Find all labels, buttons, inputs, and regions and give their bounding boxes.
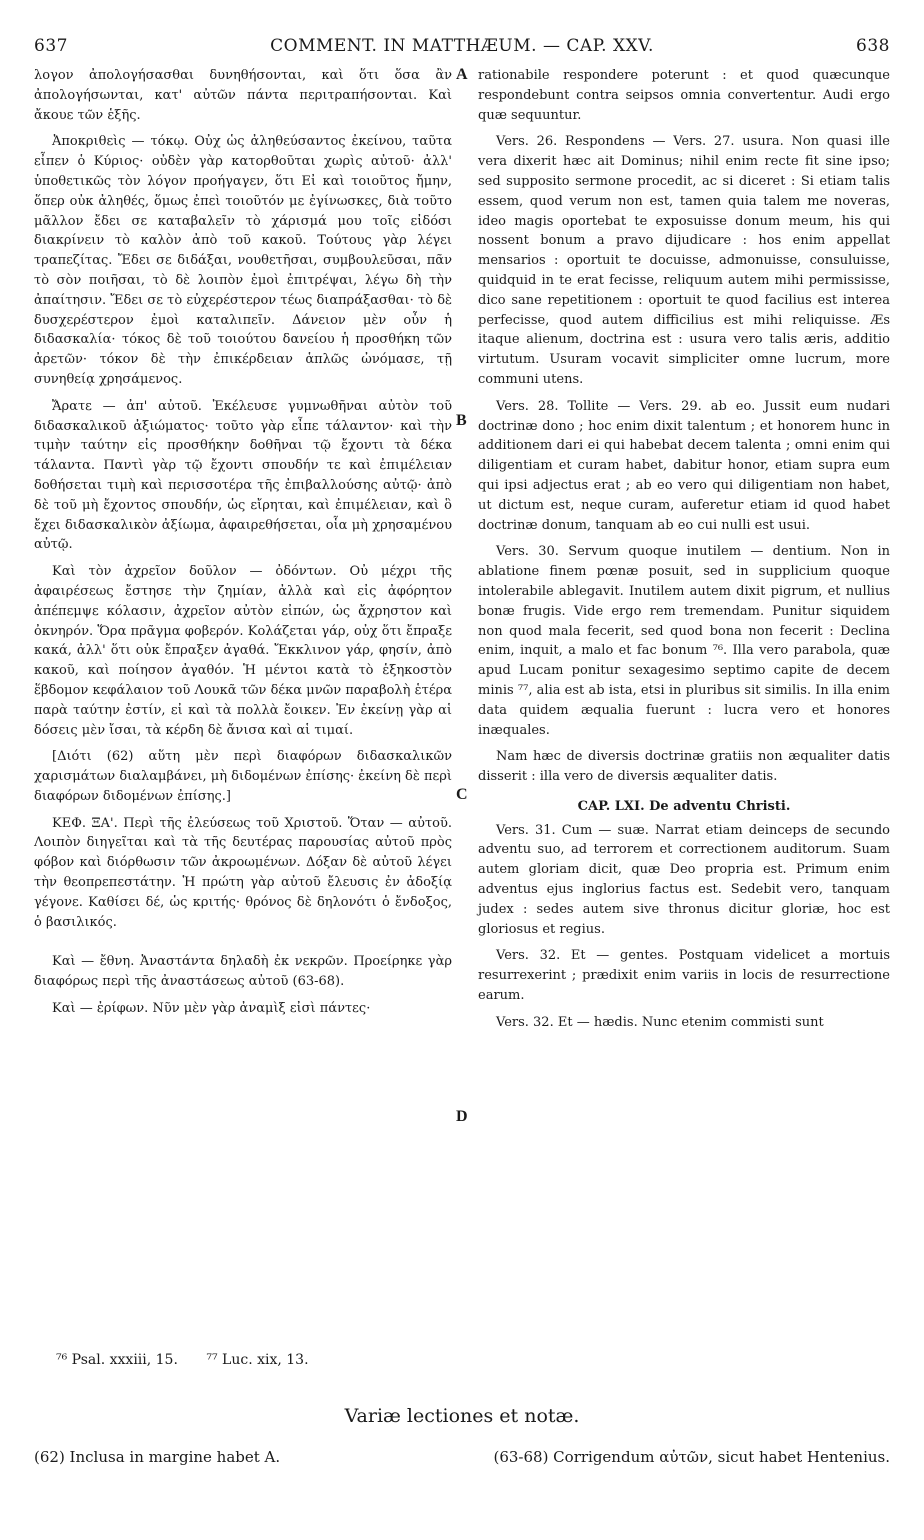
greek-paragraph: Καὶ τὸν ἀχρεῖον δοῦλον — ὀδόντων. Οὐ μέχρι τῆς ἀφαιρέσεως ἔστησε τὴν ζημίαν, ἀλλὰ καὶ εἰς ἀφόρητον ἀπέπεμψε κόλασιν, ἀχρεῖον αὐτὸν εἰπών, ὡς ἄχρηστον καὶ ὀκνηρόν. Ὅρα πρᾶγμα φοβερόν. Κολάζεται γάρ, οὐχ ὅτι ἔπραξε κακά, ἀλλ' ὅτι οὐκ ἔπραξεν ἀγαθά. Ἔκκλινον γάρ, φησίν, ἀπὸ κακοῦ, καὶ ποίησον ἀγαθόν. Ἡ μέντοι κατὰ τὸ ἑξηκοστὸν ἕβδομον κεφάλαιον τοῦ Λουκᾶ τῶν δέκα μνῶν παραβολὴ ἑτέρα παρὰ ταύτην ἐστίν, εἰ καὶ τὰ πολλὰ ἔοικεν. Ἐν ἐκείνῃ γὰρ αἱ δόσεις μὲν ἴσαι, τὰ κέρδη δὲ ἄνισα καὶ αἱ τιμαί.	[34, 564, 452, 738]
latin-paragraph: Vers. 30. Servum quoque inutilem — dentium. Non in ablatione finem pœnæ posuit, sed in supplicium quoque intolerabile ablegavit. Inutilem autem dixit pigrum, et nullius bonæ frugis. Vide ergo rem tremendam. Punitur siquidem non quod mala fecerit, sed quod bona non fecerit : Declina enim, inquit, a malo et fac bonum ⁷⁶. Illa vero parabola, quæ apud Lucam ponitur sexagesimo septimo capite de decem minis ⁷⁷, alia est ab ista, etsi in pluribus sit similis. In illa enim data quidem æqualia fuerunt : lucra vero et honores inæquales.	[478, 544, 890, 738]
margin-letter: B	[456, 412, 467, 429]
latin-paragraph: Nam hæc de diversis doctrinæ gratiis non æqualiter datis disserit : illa vero de diversis æqualiter datis.	[478, 749, 890, 785]
greek-paragraph: Καὶ — ἐρίφων. Νῦν μὲν γὰρ ἀναμὶξ εἰσὶ πάντες·	[52, 1001, 371, 1017]
latin-column	[478, 66, 890, 1040]
footnote: ⁷⁶ Psal. xxxiii, 15.	[56, 1352, 178, 1368]
greek-column	[34, 66, 452, 1026]
variant-note-left: (62) Inclusa in margine habet A.	[34, 1448, 281, 1466]
latin-paragraph: Vers. 31. Cum — suæ. Narrat etiam deinceps de secundo adventu suo, ad terrorem et correctionem auditorum. Suam autem gloriam dicit, quæ Deo propria est. Primum enim adventus ejus inglorius factus est. Sedebit vero, tanquam judex : sedes autem sive thronus dicitur gloriæ, hoc est gloriosus et regius.	[478, 822, 890, 937]
latin-paragraph: Vers. 26. Respondens — Vers. 27. usura. Non quasi ille vera dixerit hæc ait Dominus; nihil enim recte fit sine ipso; sed supposito sermone procedit, ac si diceret : Si etiam talis essem, quod verum non est, tamen quia talem me noveras, ideo magis oportebat te exposuisse donum meum, his qui nossent bonum a pravo dijudicare : hos enim appellat mensarios : oportuit te docuisse, admonuisse, consuluisse, quidquid in te erat fecisse, reliquum autem mihi permississe, dico sane repetitionem : oportuit te quod facilius est interea perfecisse, quod autem difficilius est mihi reliquisse. Æs itaque alienum, doctrina est : usura vero talis æris, additio virtutum. Usuram vocavit simpliciter omne lucrum, more communi utens.	[478, 134, 890, 387]
page-header	[34, 36, 890, 60]
margin-letter: A	[456, 66, 468, 83]
footnote: ⁷⁷ Luc. xix, 13.	[206, 1352, 309, 1368]
latin-paragraph: Vers. 32. Et — hædis. Nunc etenim commisti sunt	[496, 1014, 824, 1030]
running-title: COMMENT. IN MATTHÆUM. — CAP. XXV.	[270, 36, 654, 56]
latin-paragraph: Vers. 28. Tollite — Vers. 29. ab eo. Jussit eum nudari doctrinæ dono ; hoc enim dixit talentum ; et honorem hunc in additionem dari ei qui habebat decem talenta ; omni enim qui diligentiam et curam habet, dabitur honor, etiam supra eum qui ipsi adjectus erat ; ab eo vero qui diligentiam non habet, ut dictum est, neque curam, auferetur etiam id quod habet doctrinæ donum, tanquam ab eo cui nulli est usui.	[478, 398, 890, 533]
margin-letter: C	[456, 786, 468, 803]
greek-paragraph: Ἀποκριθεὶς — τόκῳ. Οὐχ ὡς ἀληθεύσαντος ἐκείνου, ταῦτα εἶπεν ὁ Κύριος· οὐδὲν γὰρ κατορθοῦται χωρὶς αὐτοῦ· ἀλλ' ὑποθετικῶς τὸν λόγον προήγαγεν, ὅτι Εἰ καὶ τοιοῦτος ἤμην, ὅπερ οὐκ ἀληθές, ὅμως ἐπεὶ τοιοῦτόν με ἐγίνωσκες, διὰ τοῦτο μᾶλλον ἔδει σε καταβαλεῖν τὸ χάρισμά μου τοῖς εἰδόσι διακρίνειν τὸ καλὸν ἀπὸ τοῦ κακοῦ. Τούτους γὰρ λέγει τραπεζίτας. Ἔδει σε διδάξαι, νουθετῆσαι, συμβουλεῦσαι, πᾶν τὸ σὸν ποιῆσαι, τὸ δὲ λοιπὸν ἐμοὶ ἐπιτρέψαι, λέγω δὴ τὴν ἀπαίτησιν. Ἔδει σε τὸ εὐχερέστερον τέως διαπράξασθαι· τὸ δὲ δυσχερέστερον ἐμοὶ καταλιπεῖν. Δάνειον μὲν οὖν ἡ διδασκαλία· τόκος δὲ τοῦ τοιούτου δανείου ἡ προσθήκη τῶν ἀρετῶν· τόκον δὲ τὴν ἐπικέρδειαν ἁπλῶς ὠνόμασε, τῇ συνηθείᾳ χρησάμενος.	[34, 134, 452, 387]
greek-paragraph: λογον ἀπολογήσασθαι δυνηθήσονται, καὶ ὅτι ὅσα ἂν ἀπολογήσωνται, κατ' αὐτῶν πάντα περιτραπήσονται. Καὶ ἄκουε τῶν ἑξῆς.	[34, 68, 452, 123]
latin-paragraph: Vers. 32. Et — gentes. Postquam videlicet a mortuis resurrexerint ; prædixit enim variis in locis de resurrectione earum.	[478, 948, 890, 1004]
greek-paragraph: ΚΕΦ. ΞΑ'. Περὶ τῆς ἐλεύσεως τοῦ Χριστοῦ. Ὅταν — αὐτοῦ. Λοιπὸν διηγεῖται καὶ τὰ τῆς δευτέρας παρουσίας αὐτοῦ πρὸς φόβον καὶ διόρθωσιν τῶν ἀκροωμένων. Δόξαν δὲ αὐτοῦ λέγει τὴν θεοπρεπεστάτην. Ἡ πρώτη γὰρ αὐτοῦ ἔλευσις ἐν ἀδοξίᾳ γέγονε. Καθίσει δέ, ὡς κριτής· θρόνος δὲ δηλονότι ὁ ἔνδοξος, ὁ βασιλικός.	[34, 815, 452, 930]
page-number-left: 637	[34, 36, 68, 56]
greek-paragraph: Ἄρατε — ἀπ' αὐτοῦ. Ἐκέλευσε γυμνωθῆναι αὐτὸν τοῦ διδασκαλικοῦ ἀξιώματος· τοῦτο γὰρ εἶπε τάλαντον· καὶ τὴν τιμὴν ταύτην εἰς προσθήκην δοθῆναι τῷ ἔχοντι τὰ δέκα τάλαντα. Παντὶ γὰρ τῷ ἔχοντι σπουδήν τε καὶ ἐπιμέλειαν δοθήσεται τιμὴ καὶ περισσοτέρα τῆς ἐπιβαλλούσης αὐτῷ· ἀπὸ δὲ τοῦ μὴ ἔχοντος σπουδήν, ὡς εἴρηται, καὶ ἐπιμέλειαν, καὶ ὃ ἔχει διδασκαλικὸν ἀξίωμα, ἀφαιρεθήσεται, οἷα μὴ χρησαμένου αὐτῷ.	[34, 398, 452, 553]
latin-paragraph: rationabile respondere poterunt : et quod quæcunque respondebunt contra seipsos omnia convertentur. Audi ergo quæ sequuntur.	[478, 68, 890, 123]
greek-paragraph: Καὶ — ἔθνη. Ἀναστάντα δηλαδὴ ἐκ νεκρῶν. Προείρηκε γὰρ διαφόρως περὶ τῆς ἀναστάσεως αὐτοῦ (63-68).	[34, 954, 452, 990]
footnotes	[56, 1352, 333, 1368]
variant-note-right: (63-68) Corrigendum αὐτῶν, sicut habet Hentenius.	[493, 1448, 890, 1466]
chapter-heading: CAP. LXI. De adventu Christi.	[577, 798, 791, 814]
variae-heading: Variæ lectiones et notæ.	[344, 1405, 580, 1427]
margin-letter: D	[456, 1108, 468, 1125]
page-number-right: 638	[856, 36, 890, 56]
greek-paragraph: [Διότι (62) αὕτη μὲν περὶ διαφόρων διδασκαλικῶν χαρισμάτων διαλαμβάνει, μὴ διδομένων ἐπίσης· ἐκείνη δὲ περὶ διαφόρων διδομένων ἐπίσης.]	[34, 749, 452, 804]
